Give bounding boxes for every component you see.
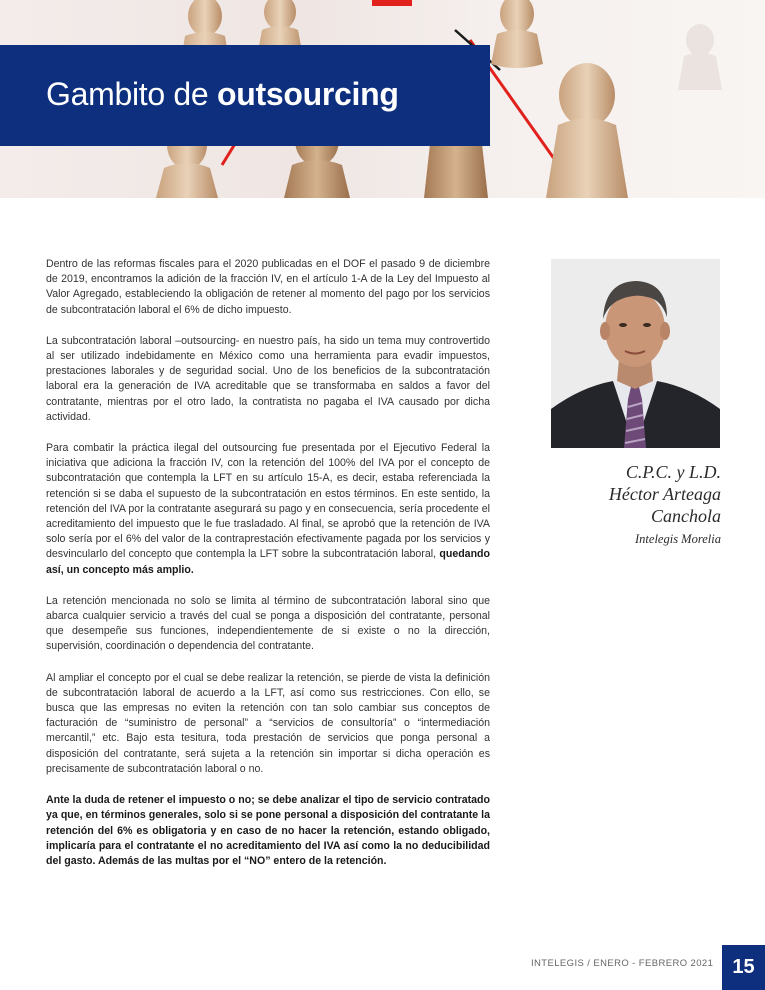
page-title bbox=[46, 76, 399, 113]
paragraph-3-emphasis: quedando así, un concepto más amplio. bbox=[46, 548, 490, 576]
paragraph-3-text: Para combatir la práctica ilegal del outsourcing fue presentada por el Ejecutivo Federal la iniciativa que adiciona la fracción IV, con la retención del 100% del IVA por el concepto de subcontratación que contempla la LFT en su artículo 15-A, es decir, estaba referenciada la retención si se daba el supuesto de la subcontratación en estos términos. En este sentido, la retención del IVA por la contratante asegurará su pago y en consecuencia, sería procedente el acreditamiento del impuesto que le fue trasladado. Al final, se aprobó que la retención de IVA solo sería por el 6% del valor de la contraprestación efectivamente pagada por los servicios y desvincularlo del concepto que contempla la LFT sobre la subcontratación laboral, bbox=[46, 442, 490, 561]
paragraph-2: La subcontratación laboral –outsourcing- en nuestro país, ha sido un tema muy controvertido al ser utilizado indebidamente en México como una herramienta para evadir impuestos, prestaciones laborales y de seguridad social. Uno de los beneficios de la subcontratación laboral era la generación de IVA acreditable que se transformaba en saldos a favor del contratante, mientras por el otro lado, la contratista no pagaba el IVA causado por dicha actividad. bbox=[46, 334, 490, 423]
paragraph-6-conclusion: Ante la duda de retener el impuesto o no; se debe analizar el tipo de servicio contratado ya que, en términos generales, solo si se pone personal a disposición del contratante la retención del 6% es obligatoria y en caso de no hacer la retención, estando obligado, implicaría para el contratante el no acreditamiento del IVA así como la no deducibilidad del gasto. Además de las multas por el “NO” entero de la retención. bbox=[46, 794, 490, 867]
paragraph-3 bbox=[46, 441, 490, 578]
title-bold: outsourcing bbox=[217, 76, 399, 112]
paragraph-4: La retención mencionada no solo se limita al término de subcontratación laboral sino que abarca cualquier servicio a través del cual se ponga a disposición del contratante, personal que desempeñe sus funciones, independientemente de si existe o no la dirección, supervisión, coordinación o dependencia del contratante. bbox=[46, 594, 490, 653]
author-photo bbox=[551, 259, 720, 448]
title-regular: Gambito de bbox=[46, 76, 209, 112]
paragraph-5: Al ampliar el concepto por el cual se debe realizar la retención, se pierde de vista la definición de subcontratación laboral de acuerdo a la LFT, así como sus restricciones. Con ello, se busca que las empresas no eviten la retención con tan solo cambiar sus conceptos de facturación de “suministro de personal” a “servicios de consultoría” o “intermediación mercantil,” etc. Bajo esta tesitura, toda prestación de servicios que ponga personal a disposición del contratante, será sujeta a la retención sin importar si dicha operación es precisamente de subcontratación laboral o no. bbox=[46, 671, 490, 775]
article-body bbox=[46, 257, 490, 885]
page-number: 15 bbox=[722, 945, 765, 990]
author-portrait-image bbox=[551, 259, 720, 448]
paragraph-1: Dentro de las reformas fiscales para el 2020 publicadas en el DOF el pasado 9 de diciembre de 2019, encontramos la adición de la fracción IV, en el artículo 1-A de la Ley del Impuesto al Valor Agregado, estableciendo la obligación de retener al momento del pago por los servicios de subcontratación laboral el 6% de dicho impuesto. bbox=[46, 258, 490, 316]
author-byline bbox=[540, 461, 721, 549]
author-credentials: C.P.C. y L.D. bbox=[625, 462, 721, 482]
issue-footer: INTELEGIS / ENERO - FEBRERO 2021 bbox=[531, 958, 714, 969]
author-name: Héctor Arteaga Canchola bbox=[608, 484, 721, 526]
author-organization: Intelegis Morelia bbox=[635, 532, 721, 546]
